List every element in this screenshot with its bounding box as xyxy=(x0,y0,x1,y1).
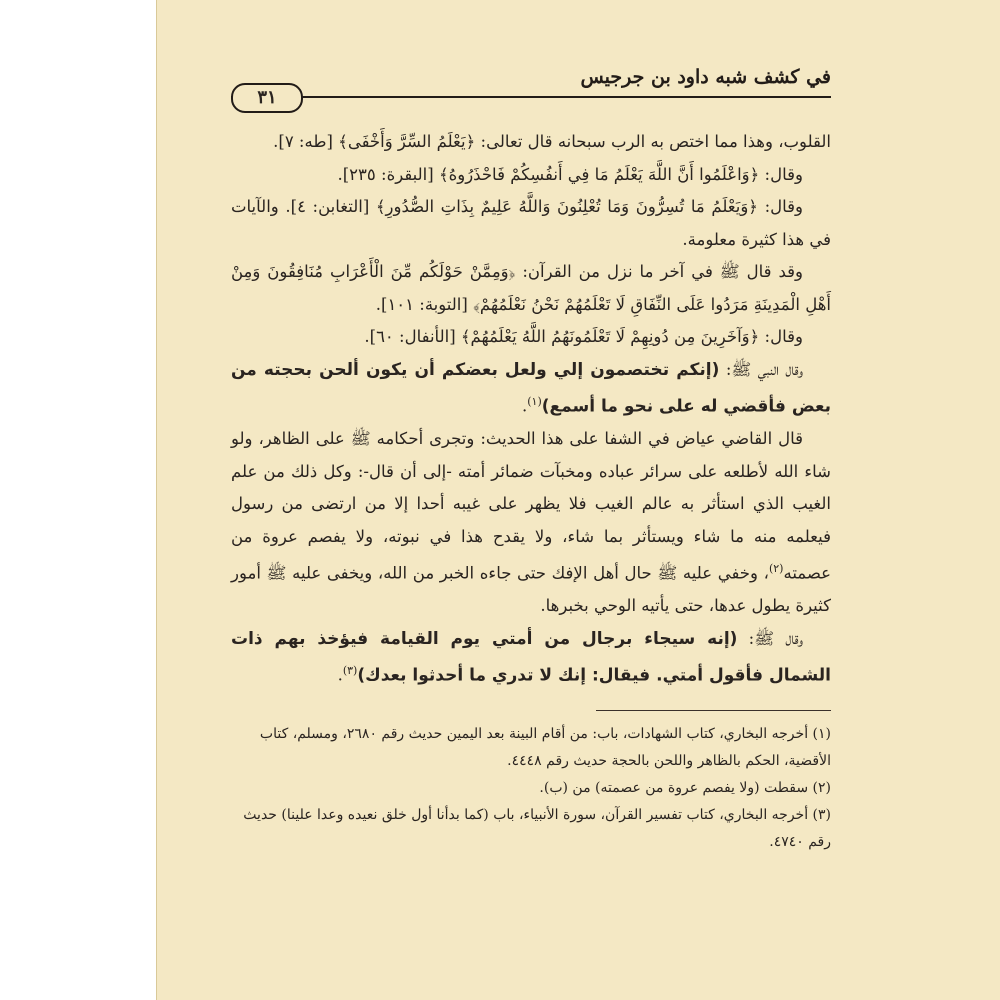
book-page xyxy=(156,0,1000,1000)
quote-continued: ، وخفي عليه ﷺ حال أهل الإفك حتى جاءه الخبر من الله، ويخفى عليه ﷺ أمور كثيرة يطول عدها، حتى يأتيه الوحي بخبرها. xyxy=(231,563,831,615)
hadith-text: (إنكم تختصمون إلي ولعل بعضكم أن يكون ألحن بحجته من بعض فأقضي له على نحو ما أسمع) xyxy=(231,359,831,417)
hadith-text: (إنه سيجاء برجال من أمتي يوم القيامة فيؤخذ بهم ذات الشمال فأقول أمتي. فيقال: إنك لا تدري ما أحدثوا بعدك) xyxy=(231,628,831,686)
hadith-paragraph: وقال النبي ﷺ: (إنكم تختصمون إلي ولعل بعضكم أن يكون ألحن بحجته من بعض فأقضي له على نحو ما أسمع)$^{(١)}$. xyxy=(231,359,831,417)
quote-text: قال القاضي عياض في الشفا على هذا الحديث: وتجرى أحكامه ﷺ على الظاهر، ولو شاء الله لأطلعه على سرائر عباده ومخبآت ضمائر أمته -إلى أن قال-: وكل ذلك من علم الغيب الذي استأثر به عالم الغيب فلا يظهر على غيبه أحدا إلا من ارتضى من رسول فيعلمه منه ما شاء ويستأثر بما شاء، ولا يقدح هذا في نبوته، ولا يفصم عروة من عصمته xyxy=(231,429,831,583)
body-text xyxy=(231,126,831,692)
running-title: في كشف شبه داود بن جرجيس xyxy=(580,66,831,88)
header-rule xyxy=(231,96,831,98)
hadith-intro: وقال النبي ﷺ: xyxy=(719,359,804,379)
paragraph: القلوب، وهذا مما اختص به الرب سبحانه قال تعالى: ﴿يَعْلَمُ السِّرَّ وَأَخْفَى﴾ [طه: ٧]. xyxy=(273,132,831,151)
hadith-intro: وقال ﷺ: xyxy=(737,628,803,648)
footnotes xyxy=(231,721,831,856)
page-content xyxy=(231,50,831,856)
paragraph: وقال: ﴿وَآخَرِينَ مِن دُونِهِمْ لَا تَعْلَمُونَهُمُ اللَّهُ يَعْلَمُهُمْ﴾ [الأنفال: ٦٠]. xyxy=(364,327,803,346)
paragraph: وقد قال ﷺ في آخر ما نزل من القرآن: ﴿وَمِمَّنْ حَوْلَكُم مِّنَ الْأَعْرَابِ مُنَافِقُونَ وَمِنْ أَهْلِ الْمَدِينَةِ مَرَدُوا عَلَى النِّفَاقِ لَا تَعْلَمُهُمْ نَحْنُ نَعْلَمُهُمْ﴾ [التوبة: ١٠١]. xyxy=(231,262,831,314)
footnote-marker: (٣) xyxy=(342,664,358,677)
footnote-marker: (٢) xyxy=(768,562,784,575)
hadith-paragraph: وقال ﷺ: (إنه سيجاء برجال من أمتي يوم القيامة فيؤخذ بهم ذات الشمال فأقول أمتي. فيقال: إنك لا تدري ما أحدثوا بعدك)$^{(٣)}$. xyxy=(231,628,831,686)
paragraph: وقال: ﴿وَيَعْلَمُ مَا تُسِرُّونَ وَمَا تُعْلِنُونَ وَاللَّهُ عَلِيمٌ بِذَاتِ الصُّدُورِ﴾ [التغابن: ٤]. والآيات في هذا كثيرة معلومة. xyxy=(231,197,831,249)
running-header xyxy=(231,50,831,106)
paragraph xyxy=(231,423,831,623)
footnote: (٢) سقطت (ولا يفصم عروة من عصمته) من (ب). xyxy=(539,780,831,796)
page-number: ٣١ xyxy=(231,83,303,113)
footnote-rule xyxy=(596,710,831,711)
paragraph: وقال: ﴿وَاعْلَمُوا أَنَّ اللَّهَ يَعْلَمُ مَا فِي أَنفُسِكُمْ فَاحْذَرُوهُ﴾ [البقرة: ٢٣٥]. xyxy=(337,164,803,184)
footnote: (١) أخرجه البخاري، كتاب الشهادات، باب: من أقام البينة بعد اليمين حديث رقم ٢٦٨٠، ومسلم، كتاب الأقضية، الحكم بالظاهر واللحن بالحجة حديث رقم ٤٤٤٨. xyxy=(259,726,831,769)
footnote-marker: (١) xyxy=(527,395,542,408)
footnote: (٣) أخرجه البخاري، كتاب تفسير القرآن، سورة الأنبياء، باب (كما بدأنا أول خلق نعيده وعدا علينا) حديث رقم ٤٧٤٠. xyxy=(243,807,831,850)
